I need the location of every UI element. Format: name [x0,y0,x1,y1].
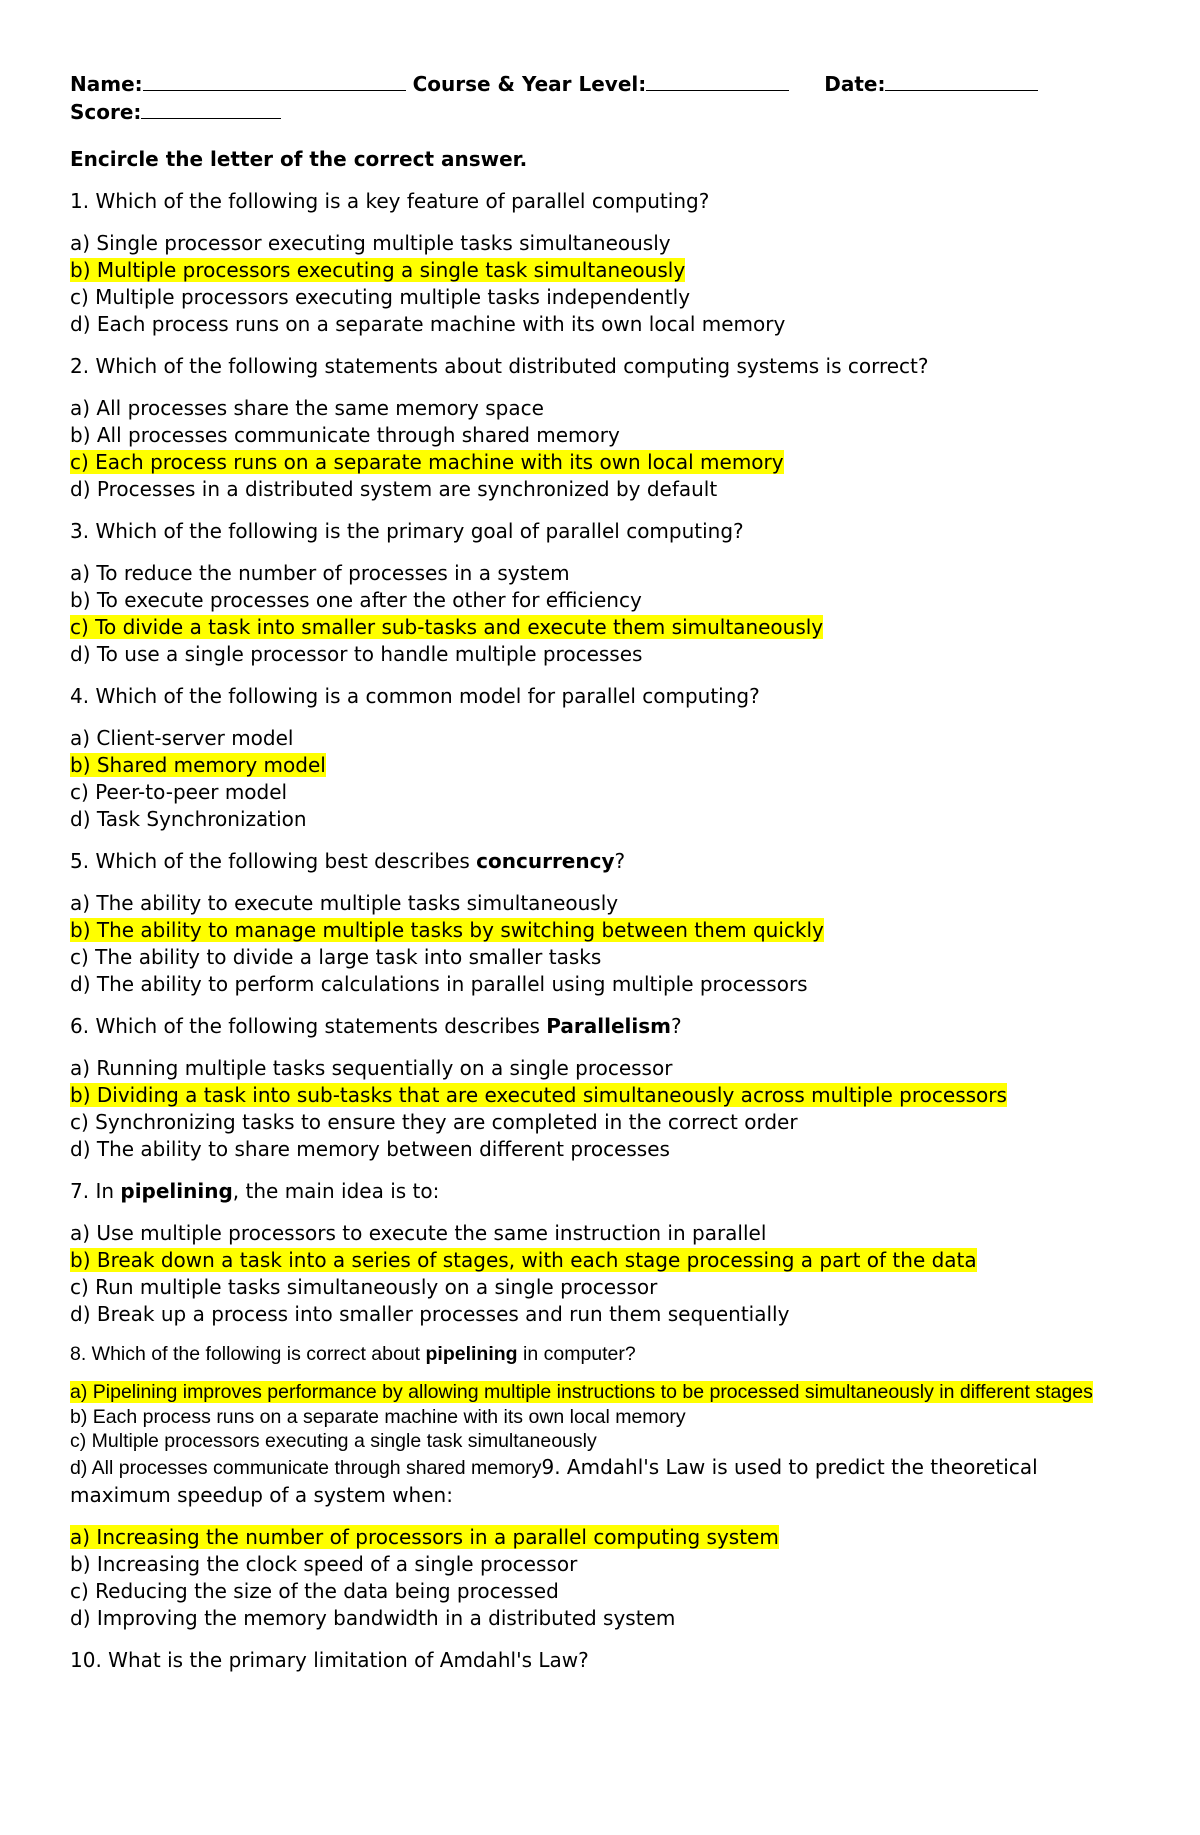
answer-highlight: a) Pipelining improves performance by allowing multiple instructions to be processed simultaneously in different stages [70,1381,1093,1403]
bold-term: pipelining [120,1179,233,1203]
header-line-1 [70,70,1120,98]
option-1c[interactable]: c) Multiple processors executing multiple tasks independently [70,285,691,309]
option-8a[interactable] [70,1380,1120,1405]
question-3: 3. Which of the following is the primary goal of parallel computing? [70,519,744,543]
question-8: 8. Which of the following is correct about pipelining in computer? [70,1343,636,1365]
question-8-block [70,1341,1120,1454]
answer-highlight: b) Break down a task into a series of stages, with each stage processing a part of the data [70,1248,977,1272]
option-1d[interactable]: d) Each process runs on a separate machine with its own local memory [70,312,786,336]
option-4b[interactable] [70,752,1120,779]
option-2d[interactable]: d) Processes in a distributed system are synchronized by default [70,477,718,501]
options-9 [70,1524,1120,1632]
score-blank[interactable] [141,98,281,119]
instruction: Encircle the letter of the correct answer. [70,147,528,171]
answer-highlight: a) Increasing the number of processors in a parallel computing system [70,1524,779,1549]
option-1b[interactable] [70,257,1120,284]
options-2 [70,395,1120,503]
question-1: 1. Which of the following is a key feature of parallel computing? [70,189,710,213]
question-6: 6. Which of the following statements describes Parallelism? [70,1014,682,1038]
option-9c[interactable]: c) Reducing the size of the data being processed [70,1578,559,1603]
options-3 [70,560,1120,668]
date-blank[interactable] [885,70,1038,91]
name-label: Name: [70,72,143,96]
bold-term: concurrency [476,849,615,873]
question-5: 5. Which of the following best describes concurrency? [70,849,626,873]
bold-term: pipelining [425,1343,518,1365]
option-6d[interactable]: d) The ability to share memory between different processes [70,1137,670,1161]
option-5a[interactable]: a) The ability to execute multiple tasks simultaneously [70,891,619,915]
option-7d[interactable]: d) Break up a process into smaller processes and run them sequentially [70,1302,790,1326]
question-7: 7. In pipelining, the main idea is to: [70,1179,440,1203]
header-line-2 [70,98,1120,126]
option-7c[interactable]: c) Run multiple tasks simultaneously on a single processor [70,1275,658,1299]
header [70,70,1120,126]
option-5c[interactable]: c) The ability to divide a large task into smaller tasks [70,945,602,969]
option-9a[interactable] [70,1524,1120,1551]
option-2b[interactable]: b) All processes communicate through shared memory [70,423,620,447]
option-4d[interactable]: d) Task Synchronization [70,807,307,831]
option-9d[interactable]: d) Improving the memory bandwidth in a distributed system [70,1605,676,1630]
answer-highlight: b) Dividing a task into sub-tasks that are executed simultaneously across multiple processors [70,1083,1007,1107]
question-9: 9. Amdahl's Law is used to predict the theoretical maximum speedup of a system when: [70,1454,1038,1507]
option-4a[interactable]: a) Client-server model [70,726,294,750]
date-label: Date: [824,72,886,96]
answer-highlight: b) The ability to manage multiple tasks by switching between them quickly [70,918,824,942]
score-label: Score: [70,100,142,124]
option-5d[interactable]: d) The ability to perform calculations in parallel using multiple processors [70,972,808,996]
option-5b[interactable] [70,917,1120,944]
option-2a[interactable]: a) All processes share the same memory space [70,396,544,420]
option-7b[interactable] [70,1247,1120,1274]
name-blank[interactable] [143,70,406,91]
option-4c[interactable]: c) Peer-to-peer model [70,780,288,804]
course-label: Course & Year Level: [412,72,647,96]
option-8d-and-question-9 [70,1454,1120,1509]
option-8d[interactable]: d) All processes communicate through shared memory [70,1456,542,1479]
question-10: 10. What is the primary limitation of Amdahl's Law? [70,1647,589,1672]
options-5 [70,890,1120,998]
answer-highlight: c) Each process runs on a separate machine with its own local memory [70,450,784,474]
option-3c[interactable] [70,614,1120,641]
answer-highlight: b) Shared memory model [70,753,326,777]
options-7 [70,1220,1120,1328]
answer-highlight: c) To divide a task into smaller sub-tasks and execute them simultaneously [70,615,824,639]
option-2c[interactable] [70,449,1120,476]
bold-term: Parallelism [546,1014,671,1038]
option-6c[interactable]: c) Synchronizing tasks to ensure they are completed in the correct order [70,1110,798,1134]
options-4 [70,725,1120,833]
option-3d[interactable]: d) To use a single processor to handle multiple processes [70,642,643,666]
answer-highlight: b) Multiple processors executing a single task simultaneously [70,258,686,282]
options-8 [70,1380,1120,1454]
option-3a[interactable]: a) To reduce the number of processes in a system [70,561,570,585]
options-1 [70,230,1120,338]
option-9b[interactable]: b) Increasing the clock speed of a single processor [70,1551,578,1576]
option-6b[interactable] [70,1082,1120,1109]
option-1a[interactable]: a) Single processor executing multiple tasks simultaneously [70,231,671,255]
question-2: 2. Which of the following statements about distributed computing systems is correct? [70,354,929,378]
options-6 [70,1055,1120,1163]
option-3b[interactable]: b) To execute processes one after the other for efficiency [70,588,642,612]
course-blank[interactable] [646,70,789,91]
option-7a[interactable]: a) Use multiple processors to execute the same instruction in parallel [70,1221,767,1245]
question-4: 4. Which of the following is a common model for parallel computing? [70,684,760,708]
option-8c[interactable]: c) Multiple processors executing a single task simultaneously [70,1430,597,1452]
option-8b[interactable]: b) Each process runs on a separate machine with its own local memory [70,1405,686,1428]
option-6a[interactable]: a) Running multiple tasks sequentially on a single processor [70,1056,673,1080]
